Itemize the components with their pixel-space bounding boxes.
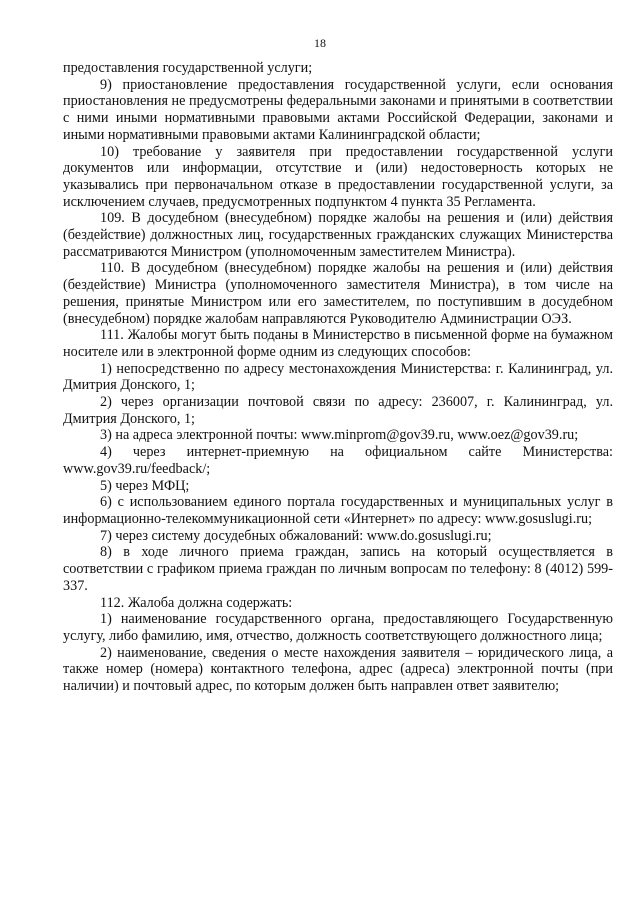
paragraph-clause-112: 112. Жалоба должна содержать: <box>100 594 293 611</box>
paragraph-continuation: предоставления государственной услуги; <box>63 60 313 76</box>
paragraph-clause-111: 111. Жалобы могут быть поданы в Министерство в письменной форме на бумажном носителе или в электронной форме одним из следующих способов: <box>63 327 613 360</box>
paragraph-method-7: 7) через систему досудебных обжалований: www.do.gosuslugi.ru; <box>100 527 492 544</box>
page-number: 18 <box>314 36 326 50</box>
paragraph-clause-109: 109. В досудебном (внесудебном) порядке жалобы на решения и (или) действия (бездействие) должностных лиц, государственных гражданских служащих Министерства рассматриваются Министром (уполномоченным заместителем Министра). <box>63 210 613 260</box>
document-body <box>63 60 613 695</box>
paragraph-item-10: 10) требование у заявителя при предоставлении государственной услуги документов или информации, отсутствие и (или) недостоверность которых не указывались при первоначальном отказе в предоставлении государственной услуги, за исключением случаев, предусмотренных подпунктом 4 пункта 35 Регламента. <box>63 143 613 210</box>
paragraph-method-6: 6) с использованием единого портала государственных и муниципальных услуг в информационно-телекоммуникационной сети «Интернет» по адресу: www.gosuslugi.ru; <box>63 494 613 527</box>
paragraph-method-2: 2) через организации почтовой связи по адресу: 236007, г. Калининград, ул. Дмитрия Донского, 1; <box>63 394 613 427</box>
paragraph-method-5: 5) через МФЦ; <box>100 477 190 494</box>
paragraph-item-9: 9) приостановление предоставления государственной услуги, если основания приостановления не предусмотрены федеральными законами и принятыми в соответствии с ними иными нормативными правовыми актами Российской Федерации, законами и иными нормативными правовыми актами Калининградской области; <box>63 76 613 143</box>
paragraph-clause-110: 110. В досудебном (внесудебном) порядке жалобы на решения и (или) действия (бездействие) Министра (уполномоченного заместителя Министра), в том числе на решения, принятые Министром или его заместителем, по поступившим в досудебном (внесудебном) порядке жалобам направляются Руководителю Администрации ОЭЗ. <box>63 260 613 327</box>
paragraph-method-4: 4) через интернет-приемную на официальном сайте Министерства: www.gov39.ru/feedback/; <box>63 444 613 477</box>
paragraph-content-1: 1) наименование государственного органа, предоставляющего Государственную услугу, либо фамилию, имя, отчество, должность соответствующего должностного лица; <box>63 611 613 644</box>
paragraph-method-1: 1) непосредственно по адресу местонахождения Министерства: г. Калининград, ул. Дмитрия Донского, 1; <box>63 360 613 394</box>
paragraph-method-3: 3) на адреса электронной почты: www.minprom@gov39.ru, www.oez@gov39.ru; <box>100 427 579 444</box>
paragraph-method-8: 8) в ходе личного приема граждан, запись на который осуществляется в соответствии с графиком приема граждан по личным вопросам по телефону: 8 (4012) 599-337. <box>63 544 613 594</box>
paragraph-content-2: 2) наименование, сведения о месте нахождения заявителя – юридического лица, а также номер (номера) контактного телефона, адрес (адреса) электронной почты (при наличии) и почтовый адрес, по которым должен быть направлен ответ заявителю; <box>63 644 613 695</box>
